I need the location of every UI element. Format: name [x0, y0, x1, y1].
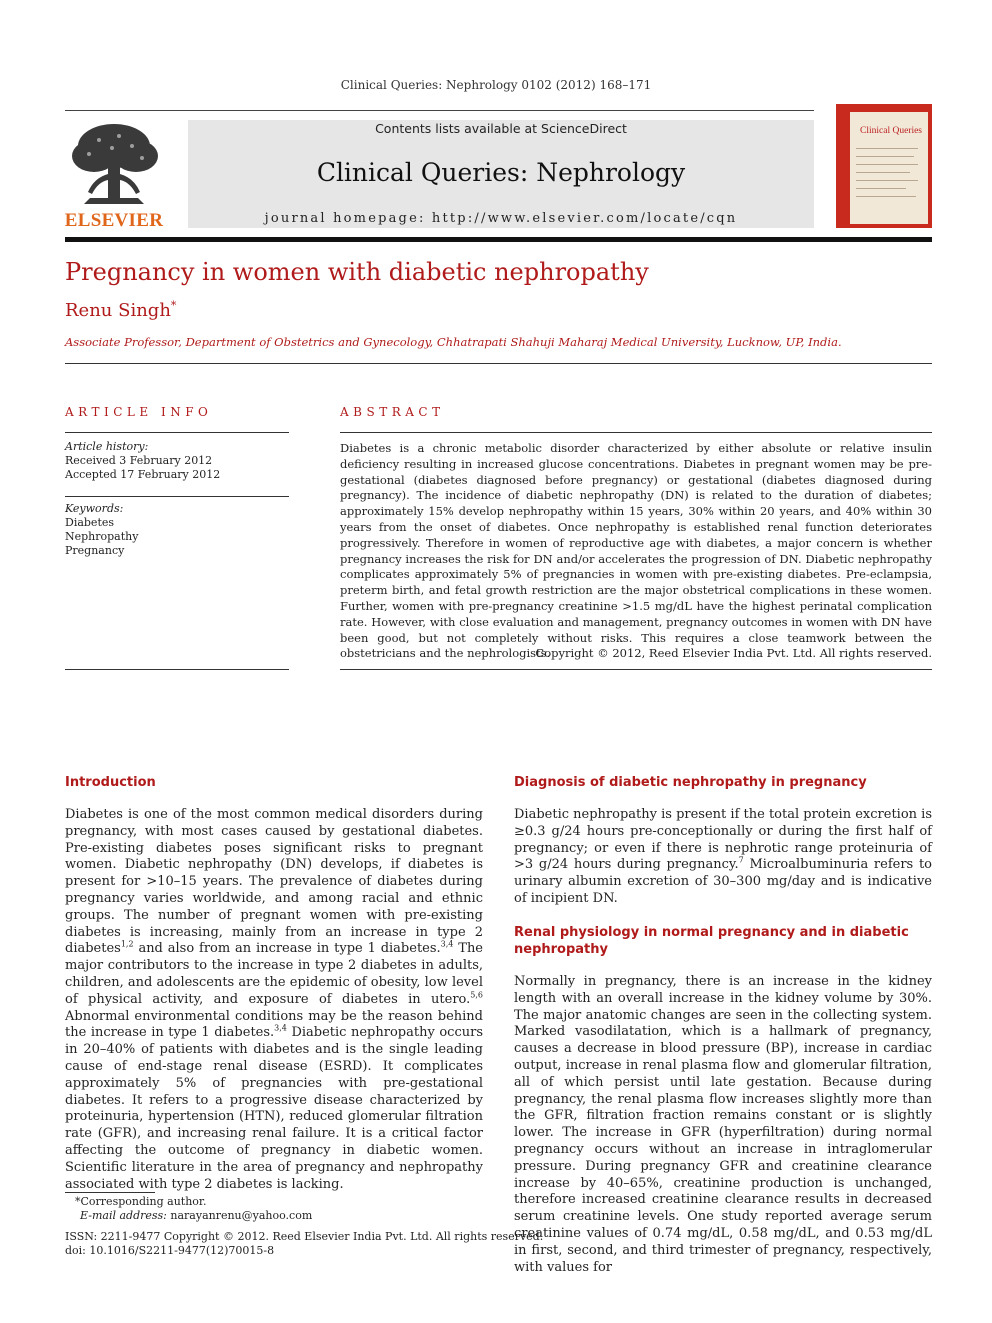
diagnosis-heading: Diagnosis of diabetic nephropathy in pregnancy: [514, 775, 867, 790]
renal-heading: Renal physiology in normal pregnancy and in diabetic nephropathy: [514, 925, 909, 957]
article-history: [65, 440, 289, 482]
doi-line[interactable]: doi: 10.1016/S2211-9477(12)70015-8: [65, 1244, 275, 1257]
accepted-date: Accepted 17 February 2012: [65, 468, 221, 481]
abstract-text: Diabetes is a chronic metabolic disorder characterized by either absolute or relative insulin deficiency resulting in increased glucose concentrations. Diabetes in pregnant women may be pre-gestational (diabetes diagnosed before pregnancy) or gestational (diabetes diagnosed during pregnancy). The incidence of diabetic nephropathy (DN) is related to the duration of diabetes; approximately 15% develop nephropathy within 15 years, 30% within 20 years, and 40% within 30 years from the onset of diabetes. Once nephropathy is established renal function deteriorates progressively. Therefore in women of reproductive age with diabetes, a major concern is whether pregnancy increases the risk for DN and/or accelerates the progression of DN. Diabetic nephropathy complicates approximately 5% of pregnancies in women with pre-existing diabetes. Pre-eclampsia, preterm birth, and fetal growth restriction are the major obstetrical complications in these women. Further, women with pre-pregnancy creatinine >1.5 mg/dL have the highest perinatal complication rate. However, with close evaluation and management, pregnancy outcomes in women with DN have been good, but not completely without risks. This requires a close teamwork between the obstetricians and the nephrologists.: [340, 441, 932, 661]
sciencedirect-link[interactable]: Contents lists available at ScienceDirect: [375, 121, 627, 136]
corresponding-footnote: *Corresponding author.: [75, 1195, 207, 1208]
header-rule: [65, 110, 814, 111]
intro-heading: Introduction: [65, 775, 156, 790]
author-line: [65, 299, 176, 321]
keyword: Nephropathy: [65, 530, 139, 543]
citation[interactable]: 1,2: [120, 940, 134, 950]
article-info-heading: ARTICLE INFO: [65, 405, 213, 419]
diagnosis-paragraph: Diabetic nephropathy is present if the total protein excretion is ≥0.3 g/24 hours pre-conceptionally or during the first half of pregnancy; or even if there is nephrotic range proteinuria of >3 g/24 hours during pregnancy.$^7$ Microalbuminuria refers to urinary albumin excretion of 30–300 mg/day and is indicative of incipient DN.: [514, 807, 932, 906]
keyword: Pregnancy: [65, 544, 125, 557]
footnote-rule: [65, 1192, 155, 1193]
journal-cover: [836, 104, 932, 228]
article-title: Pregnancy in women with diabetic nephropathy: [65, 258, 649, 286]
cover-title: Clinical Queries: [860, 126, 922, 136]
abstract-copyright: Copyright © 2012, Reed Elsevier India Pvt. Ltd. All rights reserved.: [535, 646, 932, 660]
citation[interactable]: 3,4: [274, 1024, 287, 1034]
citation[interactable]: 5,6: [470, 990, 483, 1000]
issn-line: ISSN: 2211-9477 Copyright © 2012. Reed Elsevier India Pvt. Ltd. All rights reserved.: [65, 1230, 544, 1243]
author-name[interactable]: Renu Singh: [65, 300, 171, 321]
history-label: Article history:: [65, 440, 149, 453]
email-footnote: E-mail address: narayanrenu@yahoo.com: [80, 1209, 313, 1222]
corresponding-mark[interactable]: *: [170, 299, 177, 312]
running-header: Clinical Queries: Nephrology 0102 (2012) 168–171: [340, 78, 652, 92]
affiliation: Associate Professor, Department of Obstetrics and Gynecology, Chhatrapati Shahuji Maharaj Medical University, Lucknow, UP, India.: [65, 335, 842, 349]
journal-homepage[interactable]: journal homepage: http://www.elsevier.com/locate/cqn: [264, 211, 738, 226]
intro-paragraph: Diabetes is one of the most common medical disorders during pregnancy, with most cases caused by gestational diabetes. Pre-existing diabetes poses significant risks to pregnant women. Diabetic nephropathy (DN) develops, if diabetes is present for >10–15 years. The prevalence of diabetes during pregnancy varies worldwide, and among racial and ethnic groups. The number of pregnant women with pre-existing diabetes is increasing, mainly from an increase in type 2 diabetes$^{1,2}$ and also from an increase in type 1 diabetes.$^{3,4}$ The major contributors to the increase in type 2 diabetes in adults, children, and adolescents are the epidemic of obesity, low level of physical activity, and exposure of diabetes in utero.$^{5,6}$ Abnormal environmental conditions may be the reason behind the increase in type 1 diabetes.$^{3,4}$ Diabetic nephropathy occurs in 20–40% of patients with diabetes and is the single leading cause of end-stage renal disease (ESRD). It complicates approximately 5% of pregnancies with pre-gestational diabetes. It refers to a progressive disease characterized by proteinuria, hypertension (HTN), reduced glomerular filtration rate (GFR), and increasing renal failure. It is a critical factor affecting the outcome of pregnancy in diabetic women. Scientific literature in the area of pregnancy and nephropathy associated with type 2 diabetes is lacking.: [65, 807, 484, 1192]
citation[interactable]: 7: [738, 856, 744, 866]
abstract-heading: ABSTRACT: [340, 405, 445, 419]
keyword: Diabetes: [65, 516, 115, 529]
keywords-label: Keywords:: [65, 502, 124, 515]
elsevier-tree-icon: [64, 118, 164, 210]
elsevier-logo: [64, 118, 164, 230]
email-link[interactable]: narayanrenu@yahoo.com: [170, 1209, 313, 1222]
title-rule: [65, 363, 932, 364]
contents-line: [188, 121, 814, 136]
journal-title: Clinical Queries: Nephrology: [316, 158, 686, 187]
elsevier-wordmark: ELSEVIER: [64, 210, 164, 231]
header-thick-rule: [65, 237, 932, 242]
keywords-block: [65, 502, 289, 558]
received-date: Received 3 February 2012: [65, 454, 213, 467]
citation[interactable]: 3,4: [440, 940, 454, 950]
renal-paragraph: Normally in pregnancy, there is an increase in the kidney length with an overall increase in the kidney volume by 30%. The major anatomic changes are seen in the collecting system. Marked vasodilatation, which is a hallmark of pregnancy, causes a decrease in blood pressure (BP), increase in cardiac output, increase in renal plasma flow and glomerular filtration, all of which persist until late gestation. Because during pregnancy, the renal plasma flow increases slightly more than the GFR, filtration fraction remains constant or is slightly lower. The increase in GFR (hyperfiltration) during normal pregnancy occurs without an increase in intraglomerular pressure. During pregnancy GFR and creatinine clearance increase by 40–65%, creatinine production is unchanged, therefore increased creatinine clearance results in decreased serum creatinine levels. One study reported average serum creatinine values of 0.74 mg/dL, 0.58 mg/dL, and 0.53 mg/dL in first, second, and third trimester of pregnancy, respectively, with values for: [514, 974, 932, 1275]
